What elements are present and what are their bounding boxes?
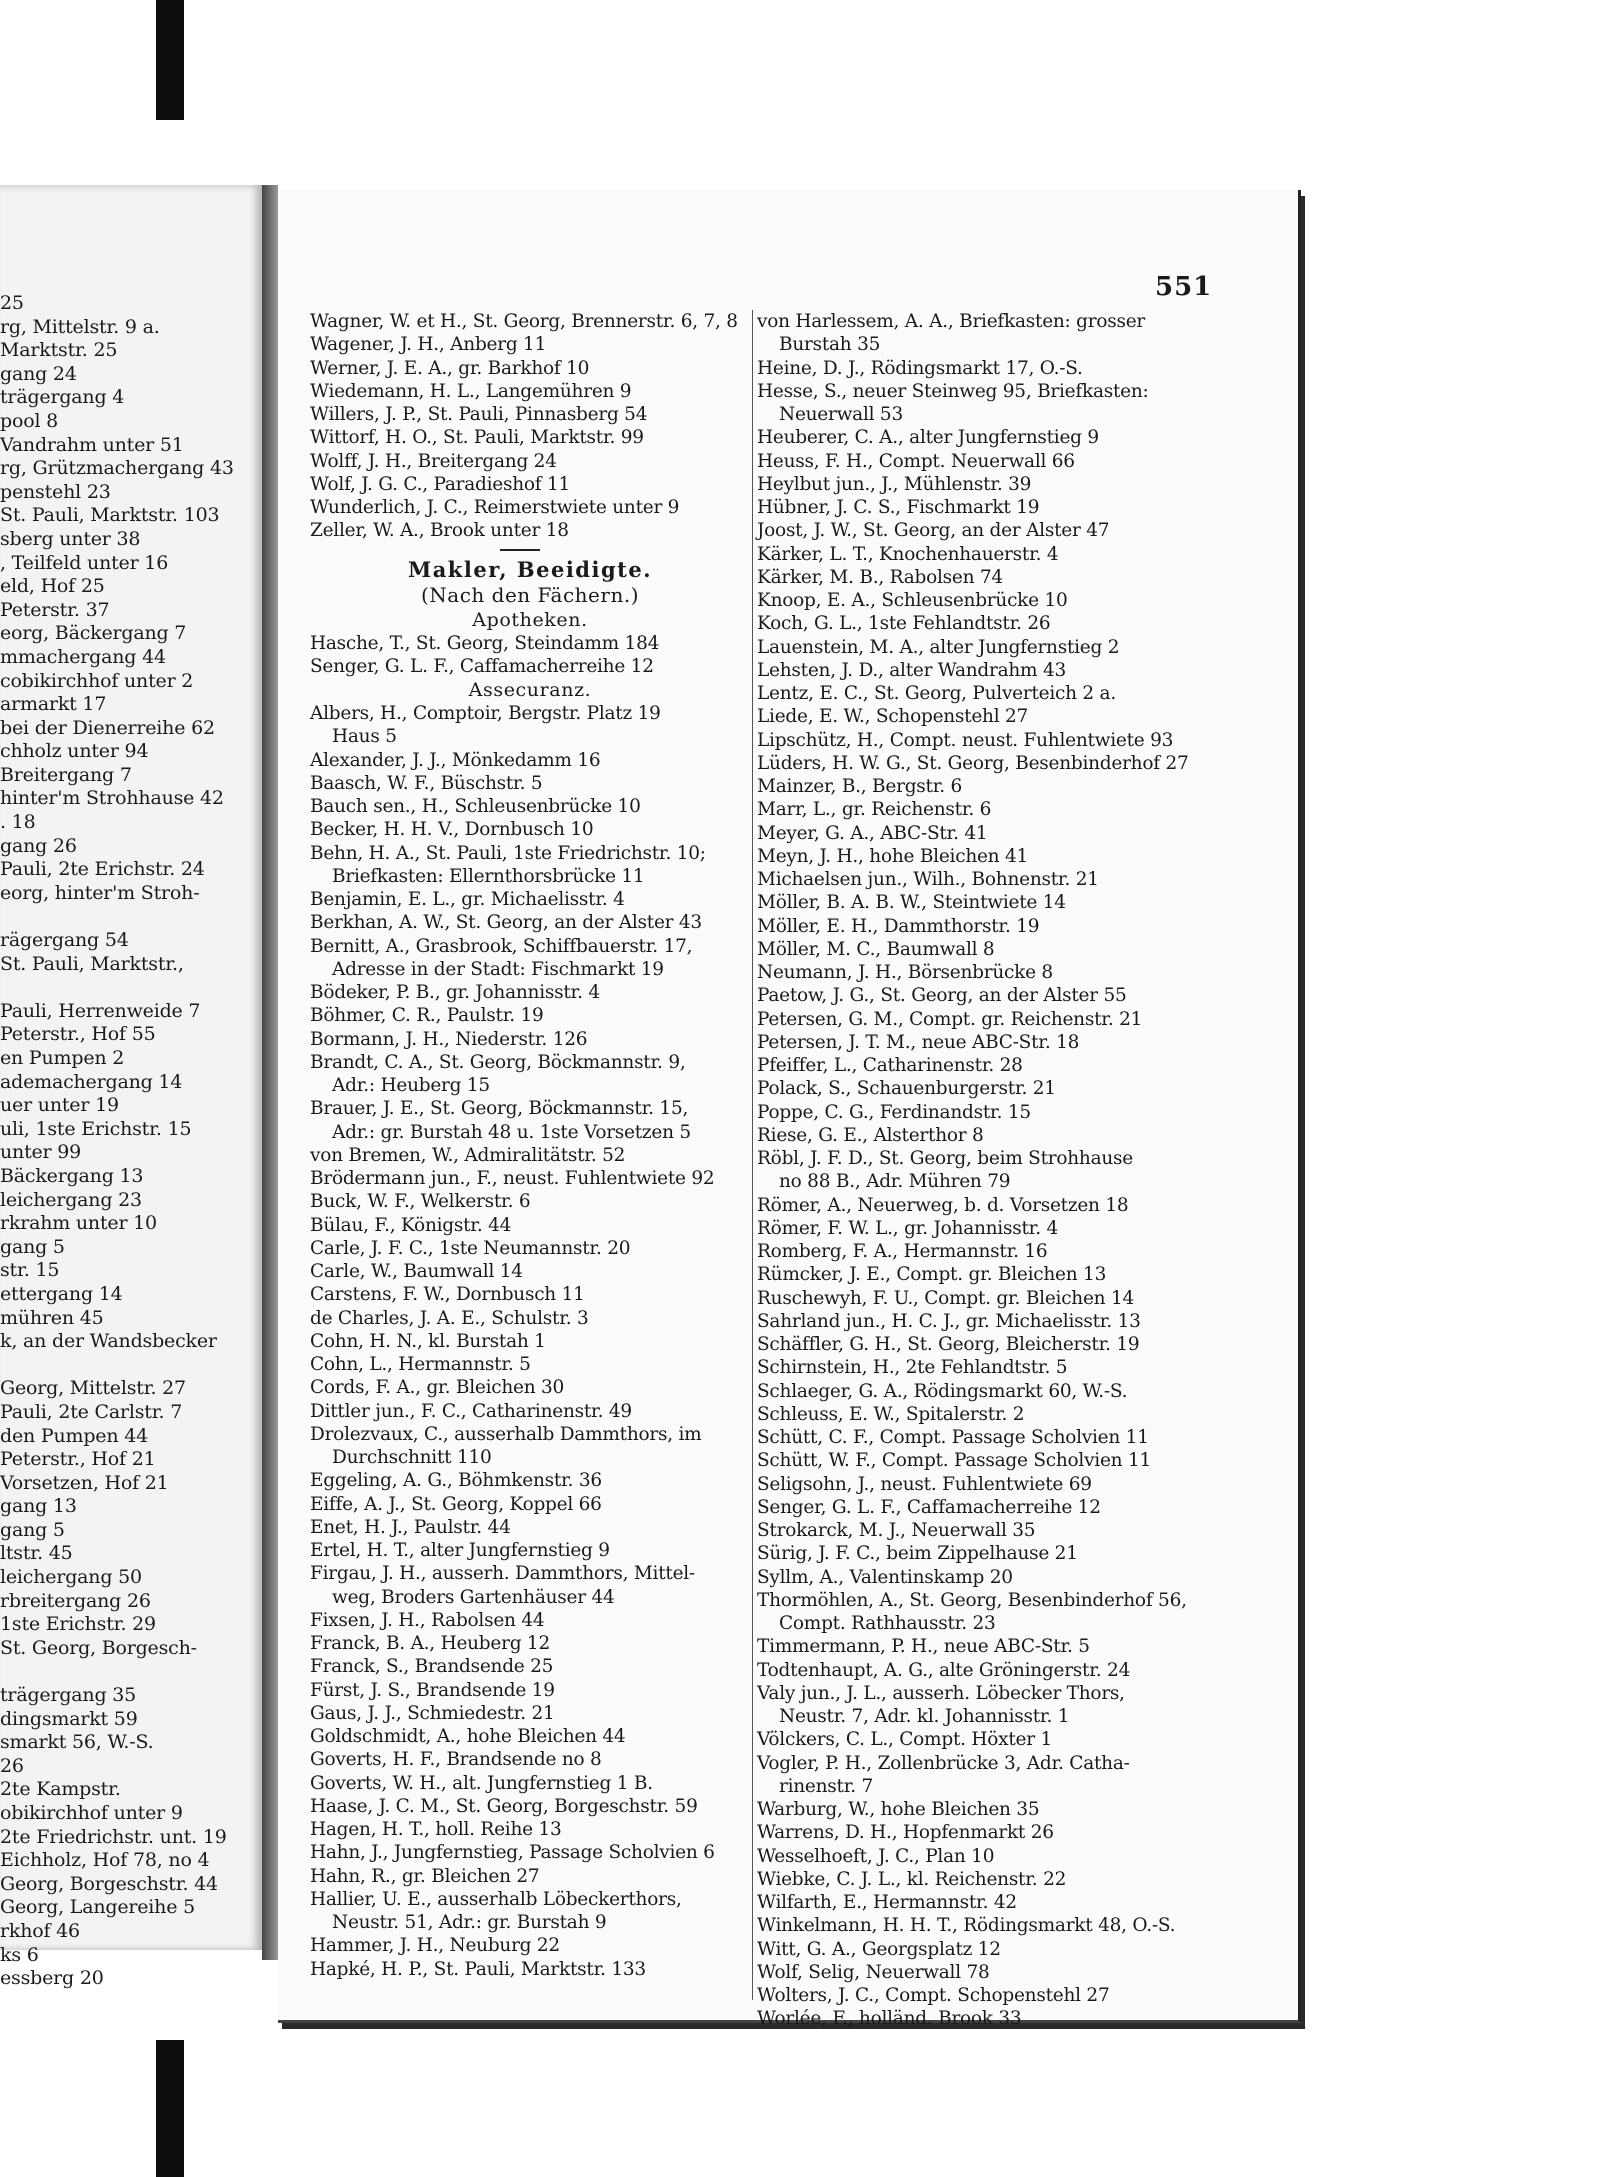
left-page-fragment: mühren 45 — [0, 1306, 104, 1329]
directory-entry-continuation: no 88 B., Adr. Mühren 79 — [779, 1171, 1011, 1193]
directory-entry: Syllm, A., Valentinskamp 20 — [757, 1566, 1013, 1588]
directory-entry: Cohn, L., Hermannstr. 5 — [310, 1354, 531, 1375]
directory-entry: Schleuss, E. W., Spitalerstr. 2 — [757, 1403, 1025, 1425]
left-page-fragment: St. Pauli, Marktstr. 103 — [0, 504, 220, 527]
directory-entry: Franck, S., Brandsende 25 — [310, 1656, 554, 1678]
left-page-fragment: den Pumpen 44 — [0, 1424, 148, 1447]
left-page-fragment: penstehl 23 — [0, 480, 111, 503]
directory-entry: Schütt, C. F., Compt. Passage Scholvien 11 — [757, 1427, 1149, 1448]
directory-entry: Michaelsen jun., Wilh., Bohnenstr. 21 — [757, 869, 1099, 890]
directory-entry: Hahn, R., gr. Bleichen 27 — [310, 1865, 540, 1887]
left-page-fragment: trägergang 35 — [0, 1684, 137, 1707]
left-page-fragment: dingsmarkt 59 — [0, 1707, 138, 1730]
left-page-fragment: Pauli, Herrenweide 7 — [0, 999, 201, 1022]
directory-entry-continuation: Durchschnitt 110 — [332, 1447, 492, 1468]
directory-entry: Sahrland jun., H. C. J., gr. Michaelisstr. 13 — [757, 1310, 1141, 1332]
left-page-fragment: rägergang 54 — [0, 929, 129, 952]
directory-entry: Valy jun., J. L., ausserh. Löbecker Thors, — [757, 1682, 1125, 1704]
left-page-fragment — [0, 1660, 262, 1684]
directory-entry: Enet, H. J., Paulstr. 44 — [310, 1516, 511, 1538]
left-page-fragment: , Teilfeld unter 16 — [0, 551, 169, 574]
left-page-fragment: Peterstr., Hof 21 — [0, 1448, 156, 1471]
directory-entry-continuation: Adr.: gr. Burstah 48 u. 1ste Vorsetzen 5 — [332, 1121, 691, 1143]
directory-entry: Hallier, U. E., ausserhalb Löbeckerthors, — [310, 1888, 682, 1910]
directory-column-left — [310, 310, 750, 1981]
left-page-fragment: . 18 — [0, 811, 36, 834]
directory-entry: Seligsohn, J., neust. Fuhlentwiete 69 — [757, 1473, 1092, 1495]
directory-entry: Möller, E. H., Dammthorstr. 19 — [757, 915, 1040, 937]
directory-entry: Ruschewyh, F. U., Compt. gr. Bleichen 14 — [757, 1287, 1135, 1309]
left-page-fragment: mmachergang 44 — [0, 645, 166, 668]
left-page-fragment: smarkt 56, W.-S. — [0, 1731, 154, 1754]
page-number: 551 — [1155, 272, 1213, 302]
directory-entry: Bernitt, A., Grasbrook, Schiffbauerstr. 17, — [310, 935, 693, 957]
left-page-fragment: ks 6 — [0, 1943, 39, 1966]
left-page-fragment: Vandrahm unter 51 — [0, 433, 184, 456]
directory-entry: Wunderlich, J. C., Reimerstwiete unter 9 — [310, 497, 680, 518]
left-page-fragment: k, an der Wandsbecker — [0, 1330, 217, 1353]
directory-entry: Poppe, C. G., Ferdinandstr. 15 — [757, 1101, 1031, 1123]
directory-entry: Wolf, Selig, Neuerwall 78 — [757, 1961, 990, 1983]
directory-entry: Wesselhoeft, J. C., Plan 10 — [757, 1845, 995, 1867]
directory-entry: Bormann, J. H., Niederstr. 126 — [310, 1028, 588, 1050]
directory-entry: Hasche, T., St. Georg, Steindamm 184 — [310, 632, 660, 654]
directory-entry: Möller, B. A. B. W., Steintwiete 14 — [757, 892, 1066, 914]
directory-entry-continuation: Burstah 35 — [779, 334, 881, 356]
directory-entry: Wiedemann, H. L., Langemühren 9 — [310, 380, 632, 402]
directory-entry: Wagner, W. et H., St. Georg, Brennerstr. 6, 7, 8 — [310, 311, 738, 332]
directory-entry: Albers, H., Comptoir, Bergstr. Platz 19 — [310, 703, 661, 724]
left-page-fragment — [0, 1354, 262, 1378]
directory-entry: Wolff, J. H., Breitergang 24 — [310, 450, 557, 472]
directory-entry: Meyer, G. A., ABC-Str. 41 — [757, 822, 988, 844]
left-page-fragment: leichergang 50 — [0, 1566, 142, 1589]
directory-entry: Hahn, J., Jungfernstieg, Passage Scholvien 6 — [310, 1842, 715, 1864]
directory-entry: Vogler, P. H., Zollenbrücke 3, Adr. Catha- — [757, 1752, 1130, 1774]
directory-entry: Hammer, J. H., Neuburg 22 — [310, 1935, 560, 1957]
left-page-fragment: uer unter 19 — [0, 1094, 119, 1117]
directory-entry: Paetow, J. G., St. Georg, an der Alster 55 — [757, 985, 1127, 1007]
directory-entry-continuation: Compt. Rathhausstr. 23 — [779, 1613, 996, 1634]
directory-entry: Petersen, G. M., Compt. gr. Reichenstr. 21 — [757, 1008, 1143, 1030]
left-page-fragment: eld, Hof 25 — [0, 575, 105, 598]
left-page-fragment: Peterstr., Hof 55 — [0, 1023, 156, 1046]
left-page-fragment: eorg, hinter'm Stroh- — [0, 881, 200, 904]
directory-entry: Schirnstein, H., 2te Fehlandtstr. 5 — [757, 1357, 1068, 1379]
directory-entry: Böhmer, C. R., Paulstr. 19 — [310, 1005, 544, 1027]
directory-entry: Alexander, J. J., Mönkedamm 16 — [310, 749, 601, 771]
directory-entry: Sürig, J. F. C., beim Zippelhause 21 — [757, 1543, 1078, 1565]
directory-entry: Brandt, C. A., St. Georg, Böckmannstr. 9, — [310, 1051, 686, 1073]
directory-entry: Mainzer, B., Bergstr. 6 — [757, 776, 963, 797]
directory-entry: Thormöhlen, A., St. Georg, Besenbinderhof 56, — [757, 1589, 1187, 1611]
left-page-fragment: Marktstr. 25 — [0, 339, 118, 362]
directory-entry: Röbl, J. F. D., St. Georg, beim Strohhause — [757, 1148, 1133, 1169]
left-page-fragment: 25 — [0, 292, 24, 314]
left-page-fragment: pool 8 — [0, 409, 59, 432]
left-page-fragment: sberg unter 38 — [0, 527, 141, 550]
left-page-fragment: Georg, Borgeschstr. 44 — [0, 1872, 218, 1895]
left-page-fragment: Georg, Langereihe 5 — [0, 1896, 195, 1919]
directory-entry-continuation: Neustr. 7, Adr. kl. Johannisstr. 1 — [779, 1706, 1070, 1727]
directory-entry: Worlée, F., holländ. Brook 33 — [757, 2008, 1022, 2030]
directory-entry-continuation: Adresse in der Stadt: Fischmarkt 19 — [332, 958, 664, 980]
left-page-fragment: en Pumpen 2 — [0, 1047, 125, 1069]
left-page-fragment: 2te Kampstr. — [0, 1778, 121, 1801]
directory-entry: Schäffler, G. H., St. Georg, Bleicherstr. 19 — [757, 1334, 1140, 1355]
directory-entry: Brödermann jun., F., neust. Fuhlentwiete 92 — [310, 1168, 715, 1189]
directory-entry-continuation: Haus 5 — [332, 726, 397, 748]
left-page-fragment: gang 13 — [0, 1495, 77, 1518]
directory-entry: Firgau, J. H., ausserh. Dammthors, Mittel- — [310, 1563, 695, 1585]
directory-entry: Brauer, J. E., St. Georg, Böckmannstr. 15, — [310, 1098, 689, 1120]
directory-entry: Joost, J. W., St. Georg, an der Alster 47 — [757, 520, 1110, 542]
left-page-fragment: bei der Dienerreihe 62 — [0, 716, 215, 739]
directory-entry: Möller, M. C., Baumwall 8 — [757, 938, 995, 960]
directory-entry: Riese, G. E., Alsterthor 8 — [757, 1124, 984, 1146]
left-page-fragment: chholz unter 94 — [0, 740, 149, 763]
directory-entry: von Bremen, W., Admiralitätstr. 52 — [310, 1144, 626, 1166]
directory-entry: Bülau, F., Königstr. 44 — [310, 1214, 512, 1236]
directory-entry: Fürst, J. S., Brandsende 19 — [310, 1679, 555, 1701]
left-page-fragment: hinter'm Strohhause 42 — [0, 787, 224, 810]
directory-entry: Wagener, J. H., Anberg 11 — [310, 334, 547, 356]
directory-entry: Gaus, J. J., Schmiedestr. 21 — [310, 1702, 555, 1724]
directory-entry: Kärker, M. B., Rabolsen 74 — [757, 566, 1003, 588]
category-heading: Assecuranz. — [468, 679, 592, 701]
directory-entry: Römer, A., Neuerweg, b. d. Vorsetzen 18 — [757, 1194, 1129, 1216]
directory-entry: Winkelmann, H. H. T., Rödingsmarkt 48, O.-S. — [757, 1915, 1176, 1937]
left-page-fragment: Bäckergang 13 — [0, 1164, 144, 1187]
directory-entry: Eiffe, A. J., St. Georg, Koppel 66 — [310, 1493, 602, 1515]
left-page-fragment: Vorsetzen, Hof 21 — [0, 1471, 169, 1494]
left-page-fragment: rkhof 46 — [0, 1919, 80, 1942]
left-page-fragment: Pauli, 2te Erichstr. 24 — [0, 858, 205, 881]
directory-entry: Berkhan, A. W., St. Georg, an der Alster 43 — [310, 912, 702, 934]
left-page-fragment: essberg 20 — [0, 1967, 104, 1990]
directory-entry: Bauch sen., H., Schleusenbrücke 10 — [310, 796, 641, 817]
directory-entry: Warrens, D. H., Hopfenmarkt 26 — [757, 1822, 1054, 1844]
directory-entry: Marr, L., gr. Reichenstr. 6 — [757, 799, 992, 821]
left-page-fragment: cobikirchhof unter 2 — [0, 669, 194, 692]
directory-entry: Lüders, H. W. G., St. Georg, Besenbinderhof 27 — [757, 752, 1189, 774]
directory-entry: Senger, G. L. F., Caffamacherreihe 12 — [310, 655, 654, 677]
directory-entry: Fixsen, J. H., Rabolsen 44 — [310, 1609, 545, 1631]
left-page-fragment: leichergang 23 — [0, 1188, 142, 1211]
left-page-fragment: gang 24 — [0, 362, 77, 385]
directory-entry: Pfeiffer, L., Catharinenstr. 28 — [757, 1055, 1023, 1076]
directory-entry: Polack, S., Schauenburgerstr. 21 — [757, 1078, 1056, 1100]
directory-entry: Meyn, J. H., hohe Bleichen 41 — [757, 845, 1029, 867]
left-page-fragment: Pauli, 2te Carlstr. 7 — [0, 1400, 183, 1423]
directory-entry: Lentz, E. C., St. Georg, Pulverteich 2 a. — [757, 683, 1116, 704]
left-page-fragment: obikirchhof unter 9 — [0, 1802, 183, 1824]
directory-entry: Hagen, H. T., holl. Reihe 13 — [310, 1819, 562, 1840]
directory-entry: Behn, H. A., St. Pauli, 1ste Friedrichstr. 10; — [310, 842, 706, 864]
column-divider — [752, 310, 753, 2000]
left-page-fragment: rg, Mittelstr. 9 a. — [0, 315, 160, 338]
directory-entry: Becker, H. H. V., Dornbusch 10 — [310, 819, 594, 841]
left-page-fragment: 26 — [0, 1754, 24, 1777]
directory-entry: Warburg, W., hohe Bleichen 35 — [757, 1799, 1040, 1820]
left-page-fragment: gang 5 — [0, 1518, 65, 1541]
directory-entry: de Charles, J. A. E., Schulstr. 3 — [310, 1307, 589, 1329]
directory-entry-continuation: Neuerwall 53 — [779, 404, 903, 425]
directory-entry: Knoop, E. A., Schleusenbrücke 10 — [757, 590, 1068, 611]
directory-entry: Drolezvaux, C., ausserhalb Dammthors, im — [310, 1423, 702, 1445]
directory-entry: Rümcker, J. E., Compt. gr. Bleichen 13 — [757, 1264, 1107, 1286]
directory-entry-continuation: Neustr. 51, Adr.: gr. Burstah 9 — [332, 1912, 607, 1933]
directory-entry: Schütt, W. F., Compt. Passage Scholvien 11 — [757, 1450, 1151, 1472]
left-page-text — [0, 292, 262, 1991]
directory-entry: Witt, G. A., Georgsplatz 12 — [757, 1938, 1001, 1960]
directory-entry: Benjamin, E. L., gr. Michaelisstr. 4 — [310, 889, 625, 910]
spine-shadow-bottom — [156, 2040, 184, 2177]
directory-entry: Heuss, F. H., Compt. Neuerwall 66 — [757, 450, 1075, 472]
directory-entry: Lipschütz, H., Compt. neust. Fuhlentwiete 93 — [757, 729, 1174, 751]
left-page-fragment: ademachergang 14 — [0, 1070, 183, 1093]
directory-entry-continuation: Briefkasten: Ellernthorsbrücke 11 — [332, 865, 645, 887]
left-page-fragment: 1ste Erichstr. 29 — [0, 1613, 156, 1636]
directory-entry: Carle, W., Baumwall 14 — [310, 1261, 523, 1282]
directory-column-right — [757, 310, 1197, 2031]
left-page-fragment: rkrahm unter 10 — [0, 1212, 157, 1235]
directory-entry: Wolf, J. G. C., Paradieshof 11 — [310, 473, 571, 495]
directory-entry: Todtenhaupt, A. G., alte Gröningerstr. 24 — [757, 1659, 1131, 1681]
directory-entry: Schlaeger, G. A., Rödingsmarkt 60, W.-S. — [757, 1380, 1128, 1402]
left-page-fragment: rg, Grützmachergang 43 — [0, 457, 234, 480]
left-page-fragment: Breitergang 7 — [0, 763, 132, 786]
directory-entry: Heuberer, C. A., alter Jungfernstieg 9 — [757, 427, 1099, 449]
left-page-fragment: ltstr. 45 — [0, 1542, 73, 1565]
left-page-fragment — [0, 976, 262, 1000]
directory-entry: Liede, E. W., Schopenstehl 27 — [757, 706, 1029, 728]
directory-entry: Goverts, W. H., alt. Jungfernstieg 1 B. — [310, 1772, 653, 1794]
left-page-fragment: rbreitergang 26 — [0, 1589, 151, 1612]
directory-entry: Lehsten, J. D., alter Wandrahm 43 — [757, 659, 1067, 681]
directory-entry-continuation: weg, Broders Gartenhäuser 44 — [332, 1586, 615, 1608]
directory-entry: Kärker, L. T., Knochenhauerstr. 4 — [757, 543, 1059, 565]
directory-entry: von Harlessem, A. A., Briefkasten: grosser — [757, 311, 1146, 332]
left-page-fragment: str. 15 — [0, 1259, 60, 1282]
left-page-fragment: unter 99 — [0, 1141, 82, 1164]
section-subheading: (Nach den Fächern.) — [420, 582, 639, 607]
directory-entry: Zeller, W. A., Brook unter 18 — [310, 520, 569, 542]
directory-entry: Cords, F. A., gr. Bleichen 30 — [310, 1377, 565, 1399]
directory-entry: Lauenstein, M. A., alter Jungfernstieg 2 — [757, 636, 1120, 658]
left-page-fragment — [0, 905, 262, 929]
directory-entry: Hapké, H. P., St. Pauli, Marktstr. 133 — [310, 1958, 646, 1980]
left-page-fragment: eorg, Bäckergang 7 — [0, 622, 187, 645]
directory-entry: Willers, J. P., St. Pauli, Pinnasberg 54 — [310, 404, 648, 425]
directory-entry: Wittorf, H. O., St. Pauli, Marktstr. 99 — [310, 427, 644, 449]
directory-entry-continuation: rinenstr. 7 — [779, 1775, 874, 1797]
directory-entry: Völckers, C. L., Compt. Höxter 1 — [757, 1729, 1052, 1751]
directory-entry: Koch, G. L., 1ste Fehlandtstr. 26 — [757, 613, 1051, 635]
left-page-fragment: ettergang 14 — [0, 1282, 123, 1305]
directory-entry: Petersen, J. T. M., neue ABC-Str. 18 — [757, 1031, 1080, 1053]
left-page-fragment: Georg, Mittelstr. 27 — [0, 1377, 186, 1400]
directory-entry: Cohn, H. N., kl. Burstah 1 — [310, 1330, 546, 1352]
directory-entry: Ertel, H. T., alter Jungfernstieg 9 — [310, 1540, 610, 1561]
directory-entry: Strokarck, M. J., Neuerwall 35 — [757, 1520, 1036, 1541]
directory-entry: Carle, J. F. C., 1ste Neumannstr. 20 — [310, 1237, 631, 1259]
directory-entry: Hesse, S., neuer Steinweg 95, Briefkasten: — [757, 380, 1149, 402]
directory-entry: Hübner, J. C. S., Fischmarkt 19 — [757, 497, 1040, 518]
directory-entry-continuation: Adr.: Heuberg 15 — [332, 1075, 490, 1096]
directory-entry: Senger, G. L. F., Caffamacherreihe 12 — [757, 1496, 1101, 1518]
left-page-fragment: Peterstr. 37 — [0, 598, 110, 621]
directory-entry: Buck, W. F., Welkerstr. 6 — [310, 1191, 531, 1213]
directory-entry: Romberg, F. A., Hermannstr. 16 — [757, 1241, 1048, 1262]
category-heading: Apotheken. — [472, 608, 588, 631]
left-page-fragment: uli, 1ste Erichstr. 15 — [0, 1117, 192, 1140]
left-page-fragment: armarkt 17 — [0, 693, 107, 716]
directory-entry: Werner, J. E. A., gr. Barkhof 10 — [310, 357, 590, 379]
section-heading: Makler, Beeidigte. — [310, 557, 750, 583]
directory-entry: Haase, J. C. M., St. Georg, Borgeschstr. 59 — [310, 1795, 698, 1817]
directory-entry: Goldschmidt, A., hohe Bleichen 44 — [310, 1726, 626, 1747]
directory-entry: Eggeling, A. G., Böhmkenstr. 36 — [310, 1470, 602, 1492]
directory-entry: Timmermann, P. H., neue ABC-Str. 5 — [757, 1636, 1090, 1658]
left-page — [0, 185, 262, 1990]
directory-entry: Wolters, J. C., Compt. Schopenstehl 27 — [757, 1985, 1110, 2006]
left-page-fragment: trägergang 4 — [0, 386, 125, 409]
directory-entry: Dittler jun., F. C., Catharinenstr. 49 — [310, 1400, 632, 1422]
left-page-fragment: St. Georg, Borgesch- — [0, 1636, 197, 1659]
directory-entry: Bödeker, P. B., gr. Johannisstr. 4 — [310, 982, 600, 1003]
book-gutter — [262, 185, 278, 1960]
directory-entry: Baasch, W. F., Büschstr. 5 — [310, 772, 543, 794]
directory-entry: Heylbut jun., J., Mühlenstr. 39 — [757, 473, 1032, 495]
directory-entry: Neumann, J. H., Börsenbrücke 8 — [757, 962, 1053, 983]
directory-entry: Römer, F. W. L., gr. Johannisstr. 4 — [757, 1217, 1058, 1239]
spine-shadow-top — [156, 0, 184, 120]
left-page-fragment: gang 26 — [0, 834, 77, 857]
left-page-fragment: Eichholz, Hof 78, no 4 — [0, 1849, 210, 1872]
directory-entry: Carstens, F. W., Dornbusch 11 — [310, 1284, 585, 1306]
left-page-fragment: gang 5 — [0, 1235, 65, 1258]
directory-entry: Heine, D. J., Rödingsmarkt 17, O.-S. — [757, 357, 1083, 379]
directory-entry: Goverts, H. F., Brandsende no 8 — [310, 1749, 602, 1771]
directory-entry: Wiebke, C. J. L., kl. Reichenstr. 22 — [757, 1868, 1067, 1890]
left-page-fragment: 2te Friedrichstr. unt. 19 — [0, 1825, 227, 1848]
directory-entry: Franck, B. A., Heuberg 12 — [310, 1633, 550, 1654]
directory-entry: Wilfarth, E., Hermannstr. 42 — [757, 1892, 1017, 1913]
left-page-fragment: St. Pauli, Marktstr., — [0, 952, 184, 975]
